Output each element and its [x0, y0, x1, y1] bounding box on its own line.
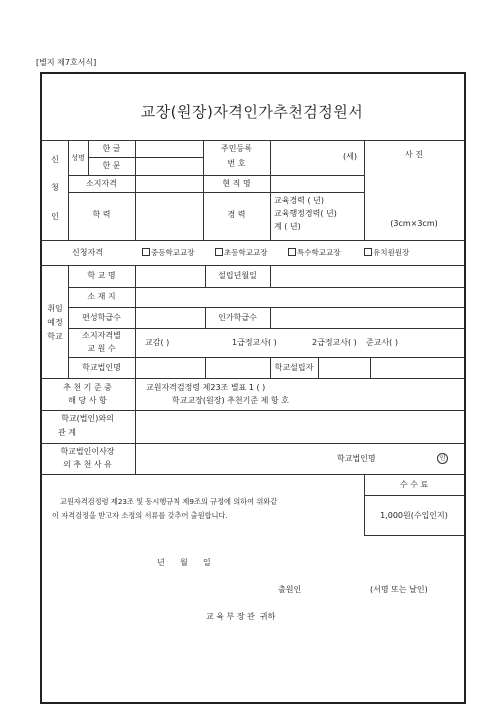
- current-job-field[interactable]: [271, 176, 363, 191]
- application-body-2: 이 자격검정을 받고자 소정의 서류를 갖추어 출원합니다.: [52, 511, 228, 520]
- career-label: 경 력: [227, 210, 246, 219]
- cert-type-label: 신청자격: [72, 248, 103, 257]
- reason-field[interactable]: [136, 444, 336, 473]
- current-cert-label: 소지자격: [86, 179, 117, 188]
- name-chinese-field[interactable]: [136, 158, 202, 174]
- recommend-line-2: 학교교장(원장) 추천기준 제 항 호: [172, 396, 289, 405]
- checkbox-icon: [364, 248, 372, 256]
- checkbox-icon: [142, 248, 150, 256]
- checkbox-icon: [288, 248, 296, 256]
- cert-option-special[interactable]: [288, 248, 340, 258]
- career-line-3: 계 ( 년): [274, 222, 301, 231]
- form-title: 교장(원장)자격인가추천검정원서: [140, 103, 364, 121]
- fee-value: 1,000원(수입인지): [380, 511, 448, 520]
- cert-option-label: 유치원원장: [373, 248, 410, 257]
- checkbox-icon: [215, 248, 223, 256]
- corp-name-label: 학교법인명: [337, 454, 376, 463]
- applicant-section-label-1: 신: [51, 155, 59, 164]
- name-label: 성명: [71, 154, 85, 162]
- applicant-section-label-3: 인: [51, 212, 59, 221]
- school-section-label-3: 학교: [47, 332, 63, 341]
- seal-icon: 인: [437, 453, 448, 464]
- recipient: 교 육 부 장 관 귀하: [206, 612, 276, 621]
- classes-field[interactable]: [136, 308, 204, 327]
- signature-note: (서명 또는 날인): [370, 585, 428, 594]
- cert-option-kindergarten[interactable]: [364, 248, 409, 258]
- cert-option-label: 중등학교교장: [151, 248, 195, 257]
- school-name-label: 학 교 명: [87, 271, 116, 280]
- cert-option-secondary[interactable]: [142, 248, 194, 258]
- applicant-sign-label: 출원인: [278, 585, 302, 594]
- application-body-1: 교원자격검정령 제23조 및 동시행규칙 제9조의 규정에 의하여 위와같: [60, 497, 278, 506]
- applicant-sign-field[interactable]: [310, 582, 365, 598]
- id-number-label-2: 번 호: [227, 159, 246, 168]
- corp-label: 학교법인명: [82, 363, 121, 372]
- name-korean-label: 한 글: [102, 144, 121, 153]
- form-number: [별지 제7호서식]: [36, 58, 97, 67]
- staff-second-grade: 2급정교사( ): [312, 338, 357, 347]
- cert-option-label: 특수학교교장: [297, 248, 341, 257]
- school-name-field[interactable]: [136, 266, 204, 286]
- cert-option-label: 초등학교교장: [224, 248, 268, 257]
- education-label: 학 력: [92, 210, 111, 219]
- founded-label: 설립년월일: [218, 271, 257, 280]
- staff-vice-principal: 교감( ): [145, 338, 170, 347]
- current-cert-field[interactable]: [136, 176, 202, 191]
- career-line-1: 교육경력 ( 년): [274, 196, 324, 205]
- recommend-label-2: 해 당 사 항: [68, 396, 107, 405]
- id-number-field[interactable]: [271, 141, 341, 174]
- reason-label-2: 의 추 천 사 유: [63, 460, 112, 469]
- staff-associate: 준교사( ): [366, 338, 398, 347]
- recommend-label-1: 추 천 기 준 중: [63, 383, 112, 392]
- school-section-label-1: 취임: [47, 304, 63, 313]
- school-section-label-2: 예정: [47, 318, 63, 327]
- name-korean-field[interactable]: [136, 141, 202, 156]
- founder-field[interactable]: [319, 358, 369, 377]
- seal-mark: [437, 453, 448, 464]
- current-job-label: 현 직 명: [222, 179, 251, 188]
- corp-field[interactable]: [136, 358, 204, 377]
- age-label: (세): [343, 152, 357, 161]
- name-chinese-label: 한 문: [102, 161, 121, 170]
- staff-label-2: 교 원 수: [87, 344, 116, 353]
- photo-size-label: (3cm×3cm): [390, 219, 438, 228]
- education-field[interactable]: [136, 193, 202, 239]
- staff-label-1: 소지자격별: [82, 331, 121, 340]
- relation-label-1: 학교(법인)와의: [61, 414, 114, 423]
- relation-field[interactable]: [136, 411, 463, 442]
- photo-label: 사 진: [405, 150, 423, 159]
- approved-classes-label: 인가학급수: [218, 313, 257, 322]
- fee-label: 수 수 료: [399, 480, 429, 489]
- classes-label: 편성학급수: [82, 313, 121, 322]
- founded-field[interactable]: [271, 266, 463, 286]
- address-field[interactable]: [136, 288, 463, 306]
- staff-first-grade: 1급정교사( ): [232, 338, 277, 347]
- date-field[interactable]: [150, 555, 270, 571]
- application-date: 년 월 일: [157, 558, 211, 567]
- founder-label: 학교설립자: [274, 363, 314, 372]
- approved-classes-field[interactable]: [271, 308, 463, 327]
- applicant-section-label-2: 청: [51, 183, 59, 192]
- cert-option-elementary[interactable]: [215, 248, 267, 258]
- career-line-2: 교육행정경력( 년): [274, 209, 337, 218]
- address-label: 소 재 지: [87, 292, 116, 301]
- relation-label-2: 관 계: [58, 428, 76, 437]
- reason-label-1: 학교법인이사장: [60, 447, 115, 456]
- recommend-line-1: 교원자격검정령 제23조 별표 1 ( ): [146, 383, 266, 392]
- id-number-label-1: 주민등록: [221, 144, 252, 153]
